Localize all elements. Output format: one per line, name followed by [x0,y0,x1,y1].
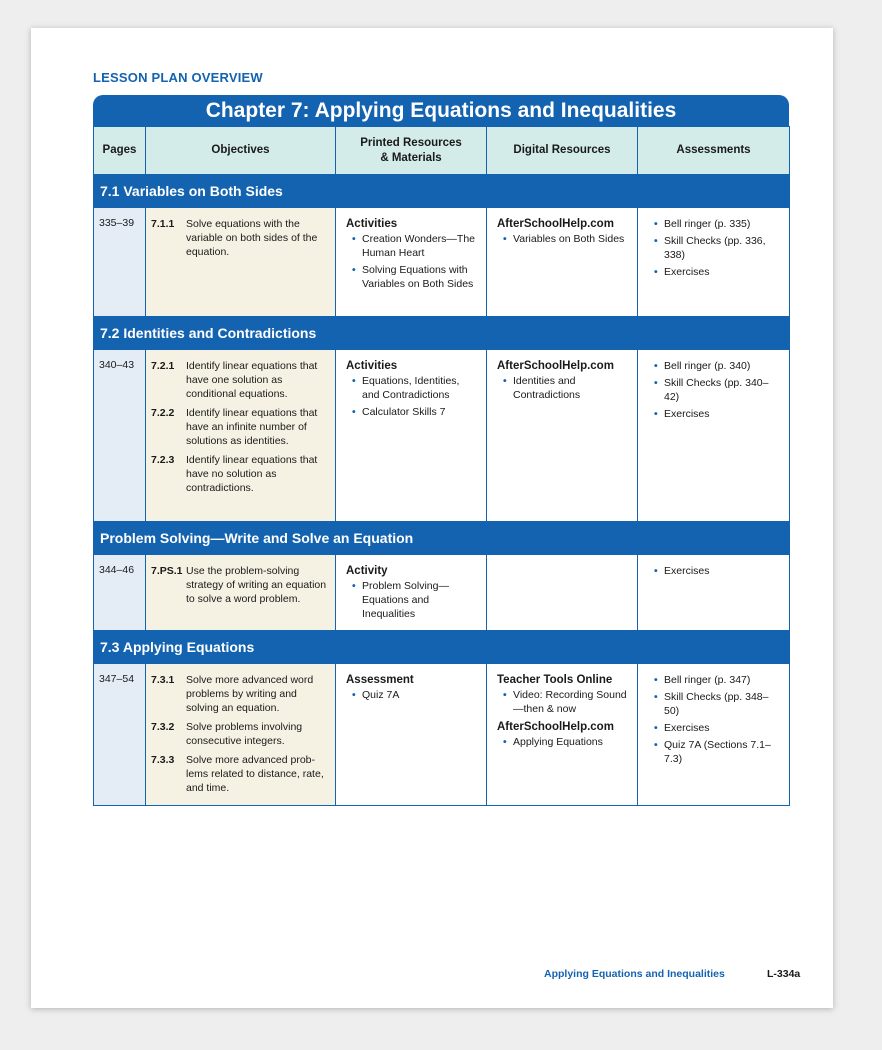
bullet-item [352,374,478,402]
assessments-cell [638,350,790,522]
digital-list [497,232,629,246]
printed-resources-cell [336,350,487,522]
lesson-row [94,208,790,317]
objective-item [151,720,330,748]
pages-cell: 344–46 [94,555,146,631]
printed-resources-cell [336,208,487,317]
objective-item [151,406,330,448]
digital-heading-2: AfterSchoolHelp.com [497,721,614,733]
bullet-icon: • [352,264,356,276]
printed-heading: Activities [346,360,398,372]
bullet-text: Quiz 7A [362,689,400,701]
bullet-icon: • [654,674,658,686]
bullet-item [352,405,478,419]
bullet-icon: • [654,266,658,278]
assessments-cell [638,555,790,631]
bullet-item [503,232,629,246]
col-header-printed-line1: Printed Resources [360,136,462,149]
col-header-assessments: Assessments [638,127,790,175]
digital-list [497,374,629,402]
objective-text: Solve more advanced prob-lems related to distance, rate, and time. [186,754,324,794]
section-heading: 7.1 Variables on Both Sides [94,175,790,208]
printed-list [346,688,478,702]
bullet-text: Video: Recording Sound—then & now [513,689,627,715]
bullet-text: Bell ringer (p. 347) [664,674,751,686]
bullet-icon: • [503,689,507,701]
bullet-text: Calculator Skills 7 [362,406,446,418]
section-heading: 7.3 Applying Equations [94,631,790,664]
assessments-cell [638,664,790,806]
digital-resources-cell [487,350,638,522]
lesson-row [94,664,790,806]
bullet-text: Equations, Identities, and Contradictions [362,375,460,401]
digital-heading: AfterSchoolHelp.com [497,218,614,230]
bullet-icon: • [654,377,658,389]
bullet-item [503,735,629,749]
bullet-item [654,376,783,404]
printed-resources-cell [336,555,487,631]
bullet-item [654,721,783,735]
overview-label: LESSON PLAN OVERVIEW [93,70,263,85]
bullet-text: Solving Equations with Variables on Both Sides [362,264,474,290]
printed-heading: Activity [346,565,388,577]
objective-number: 7.3.3 [151,754,175,766]
lesson-row [94,555,790,631]
page-number: L-334a [767,968,801,980]
col-header-printed-line2: & Materials [380,151,442,164]
bullet-icon: • [352,580,356,592]
bullet-item [654,217,783,231]
objective-number: 7.3.2 [151,721,175,733]
bullet-text: Exercises [664,722,710,734]
printed-resources-cell [336,664,487,806]
bullet-icon: • [352,406,356,418]
bullet-text: Exercises [664,565,710,577]
chapter-title: Chapter 7: Applying Equations and Inequalities [93,95,789,126]
objectives-cell [146,664,336,806]
bullet-item [654,265,783,279]
lesson-plan-table [93,95,789,806]
col-header-digital: Digital Resources [487,127,638,175]
bullet-icon: • [352,233,356,245]
objective-text: Solve equations with the variable on both sides of the equation. [186,218,318,258]
bullet-text: Problem Solving—Equations and Inequalities [362,580,449,620]
bullet-icon: • [503,736,507,748]
footer-title: Applying Equations and Inequalities [544,968,725,980]
bullet-text: Skill Checks (pp. 336, 338) [664,235,766,261]
bullet-icon: • [654,565,658,577]
bullet-text: Variables on Both Sides [513,233,625,245]
objective-number: 7.2.2 [151,407,175,419]
bullet-item [503,688,629,716]
bullet-text: Bell ringer (p. 335) [664,218,751,230]
printed-list [346,232,478,291]
objective-text: Solve problems involving consecutive integers. [186,721,303,747]
objective-text: Solve more advanced word problems by writing and solving an equation. [186,674,314,714]
bullet-text: Creation Wonders—The Human Heart [362,233,476,259]
section-heading: Problem Solving—Write and Solve an Equation [94,522,790,555]
document-page [31,28,833,1008]
digital-list [497,688,629,716]
col-header-objectives: Objectives [146,127,336,175]
bullet-item [654,690,783,718]
bullet-text: Skill Checks (pp. 340–42) [664,377,769,403]
bullet-icon: • [654,218,658,230]
bullet-item [352,579,478,621]
bullet-item [352,688,478,702]
bullet-text: Skill Checks (pp. 348–50) [664,691,769,717]
objective-item [151,359,330,401]
printed-heading: Activities [346,218,398,230]
bullet-icon: • [352,689,356,701]
col-header-pages: Pages [94,127,146,175]
bullet-icon: • [503,233,507,245]
col-header-printed [336,127,487,175]
bullet-item [654,738,783,766]
objective-number: 7.2.3 [151,454,175,466]
digital-resources-cell [487,664,638,806]
lesson-row [94,350,790,522]
digital-resources-cell [487,555,638,631]
bullet-icon: • [654,360,658,372]
pages-cell: 340–43 [94,350,146,522]
objectives-cell [146,350,336,522]
printed-heading: Assessment [346,674,414,686]
objective-number: 7.3.1 [151,674,175,686]
bullet-icon: • [654,739,658,751]
bullet-item [352,263,478,291]
assessments-cell [638,208,790,317]
objective-item [151,673,330,715]
objective-item [151,564,330,606]
objectives-cell [146,555,336,631]
digital-list-2 [497,735,629,749]
bullet-text: Exercises [664,408,710,420]
bullet-item [654,564,783,578]
bullet-icon: • [654,691,658,703]
digital-heading: Teacher Tools Online [497,674,613,686]
bullet-item [654,234,783,262]
bullet-text: Quiz 7A (Sections 7.1–7.3) [664,739,771,765]
objective-item [151,453,330,495]
bullet-icon: • [654,235,658,247]
objective-item [151,217,330,259]
pages-cell: 335–39 [94,208,146,317]
objective-text: Use the problem-solving strategy of writing an equation to solve a word problem. [186,565,327,605]
objectives-cell [146,208,336,317]
bullet-icon: • [352,375,356,387]
objective-number: 7.PS.1 [151,565,183,577]
bullet-text: Bell ringer (p. 340) [664,360,751,372]
digital-heading: AfterSchoolHelp.com [497,360,614,372]
objective-number: 7.1.1 [151,218,175,230]
bullet-item [654,359,783,373]
objective-text: Identify linear equations that have one solution as conditional equations. [186,360,318,400]
objective-number: 7.2.1 [151,360,175,372]
objective-text: Identify linear equations that have no solution as contradictions. [186,454,318,494]
bullet-item [503,374,629,402]
pages-cell: 347–54 [94,664,146,806]
printed-list [346,579,478,621]
section-heading: 7.2 Identities and Contradictions [94,317,790,350]
bullet-item [352,232,478,260]
bullet-icon: • [503,375,507,387]
bullet-text: Applying Equations [513,736,603,748]
bullet-icon: • [654,408,658,420]
printed-list [346,374,478,419]
bullet-text: Exercises [664,266,710,278]
bullet-icon: • [654,722,658,734]
bullet-text: Identities and Contradictions [513,375,581,401]
bullet-item [654,673,783,687]
objective-item [151,753,330,795]
objective-text: Identify linear equations that have an infinite number of solutions as identities. [186,407,318,447]
digital-resources-cell [487,208,638,317]
bullet-item [654,407,783,421]
